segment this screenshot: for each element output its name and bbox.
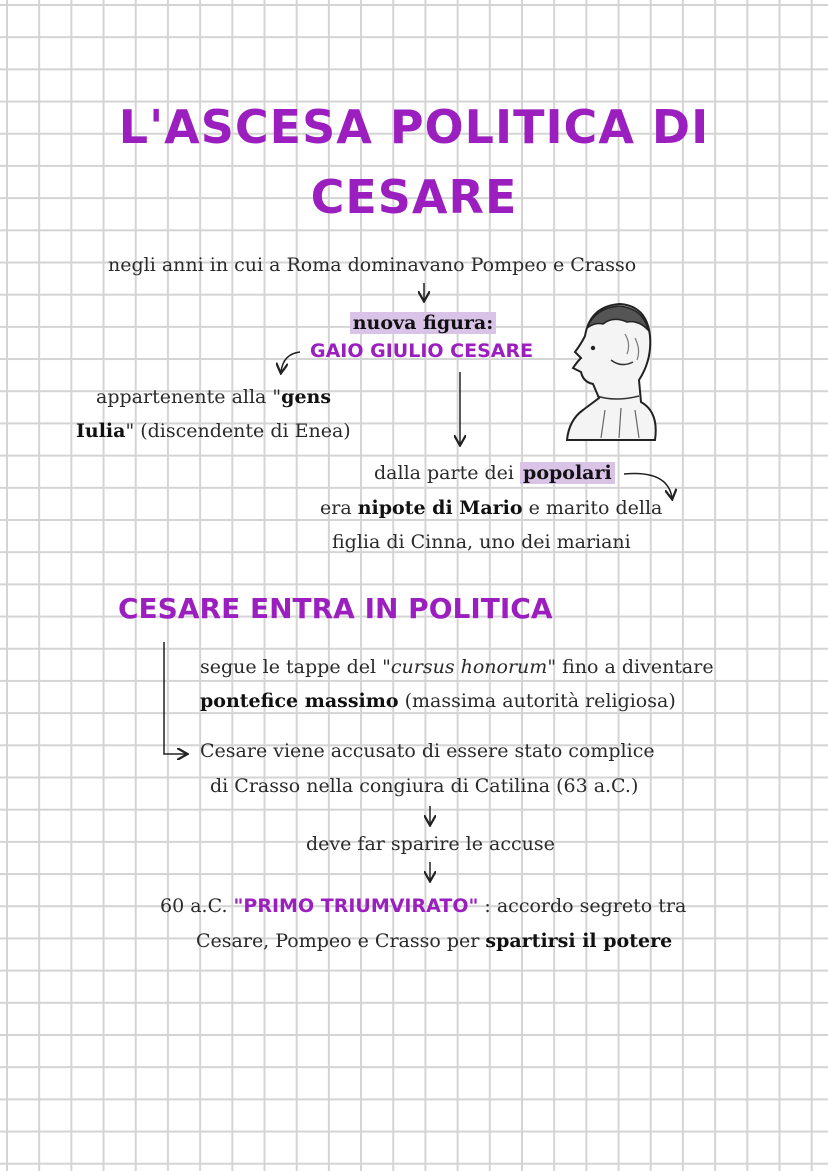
cursus-italic: cursus honorum xyxy=(390,656,548,678)
triumvirato-prefix: 60 a.C. xyxy=(160,895,234,917)
gens-suffix: " (discendente di Enea) xyxy=(125,420,351,442)
intro-text: negli anni in cui a Roma dominavano Pompeo e Crasso xyxy=(108,254,637,276)
pontefice-bold: pontefice massimo xyxy=(200,690,399,712)
page-title-line1: L'ASCESA POLITICA DI xyxy=(118,100,710,154)
page-title-line2: CESARE xyxy=(310,170,518,224)
arrow-bracket xyxy=(164,642,186,754)
final-bold: spartirsi il potere xyxy=(485,930,673,952)
popolari-bold: popolari xyxy=(520,462,615,484)
arrow-curve-right xyxy=(624,474,672,499)
accuse-line: deve far sparire le accuse xyxy=(306,833,555,855)
popolari-line2-suffix: e marito della xyxy=(522,497,663,519)
triumvirato-name: "PRIMO TRIUMVIRATO" xyxy=(233,895,479,917)
popolari-line2-prefix: era xyxy=(320,497,358,519)
final-prefix: Cesare, Pompeo e Crasso per xyxy=(196,930,486,952)
cursus-prefix: segue le tappe del " xyxy=(200,656,391,678)
cursus-suffix: " fino a diventare xyxy=(547,656,714,678)
arrow-curve-left xyxy=(281,352,300,372)
gens-bold1: gens xyxy=(281,386,332,408)
accusato-line1: Cesare viene accusato di essere stato complice xyxy=(200,740,655,762)
pontefice-suffix: (massima autorità religiosa) xyxy=(398,690,676,712)
caesar-name: GAIO GIULIO CESARE xyxy=(310,340,534,362)
gens-bold2: Iulia xyxy=(76,420,126,442)
popolari-prefix: dalla parte dei xyxy=(374,462,521,484)
new-figure-label-text: nuova figura: xyxy=(350,312,497,334)
section-heading: CESARE ENTRA IN POLITICA xyxy=(118,592,553,625)
accusato-line2: di Crasso nella congiura di Catilina (63 a.C.) xyxy=(210,775,639,797)
gens-prefix: appartenente alla " xyxy=(96,386,282,408)
popolari-line3: figlia di Cinna, uno dei mariani xyxy=(332,531,631,553)
popolari-line2-bold: nipote di Mario xyxy=(357,497,523,519)
triumvirato-suffix: : accordo segreto tra xyxy=(478,895,687,917)
